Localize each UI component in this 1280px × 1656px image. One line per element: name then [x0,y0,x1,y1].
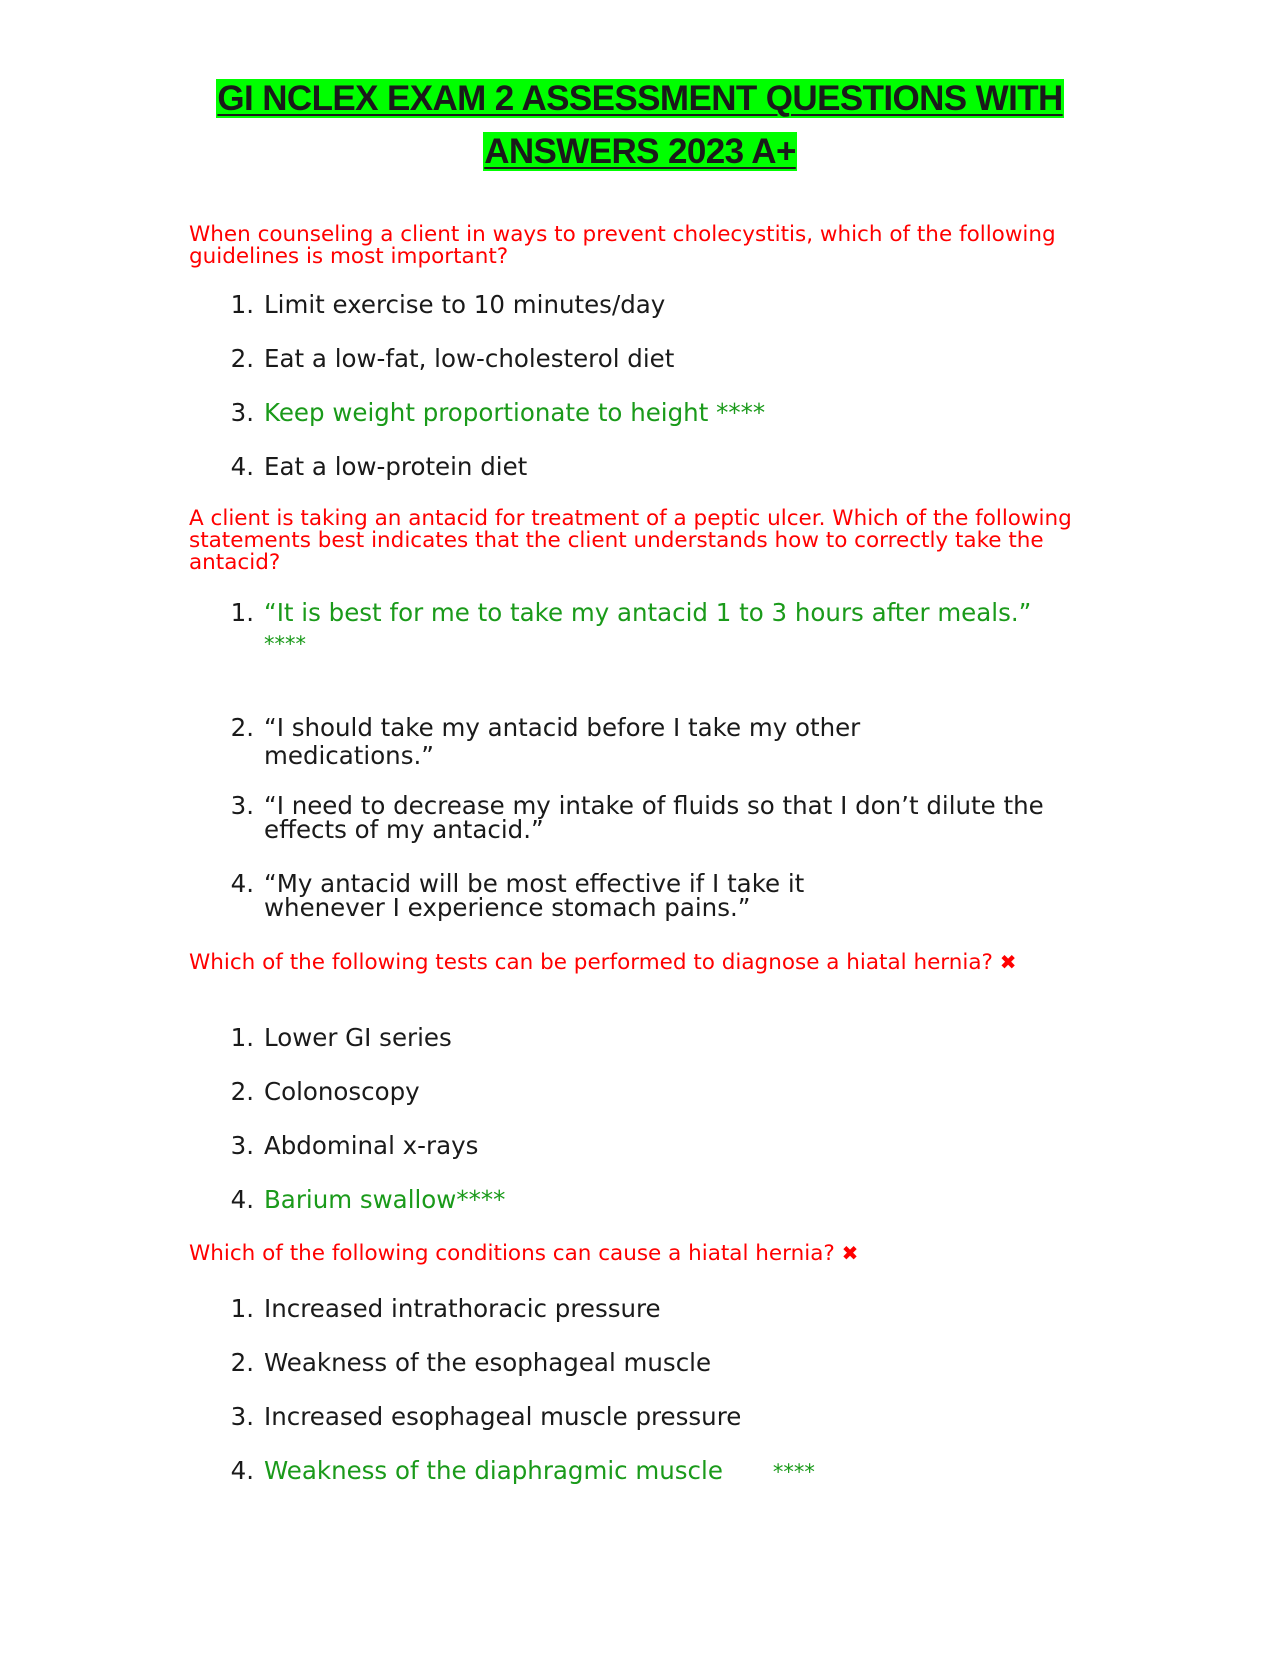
question-4: Which of the following conditions can cause a hiatal hernia? ✖ [189,1241,859,1266]
x-mark-icon: ✖ [999,950,1017,974]
question-1: When counseling a client in ways to prevent cholecystitis, which of the following guidelines is most important? [189,222,1056,269]
question-3-option-2: 2. Colonoscopy [230,1077,420,1106]
question-2-option-2: 2. “I should take my antacid before I take my other medications.” [230,713,861,770]
question-3-option-3: 3. Abdominal x-rays [230,1131,479,1160]
question-1-option-3-correct: 3. Keep weight proportionate to height **** [230,398,766,427]
question-2-option-3: 3. “I need to decrease my intake of fluids so that I don’t dilute the effects of my antacid.” [230,791,1044,844]
question-3: Which of the following tests can be performed to diagnose a hiatal hernia? ✖ [189,950,1017,975]
question-2-option-4: 4. “My antacid will be most effective if I take it whenever I experience stomach pains.” [230,869,805,922]
title-line-2: ANSWERS 2023 A+ [484,132,796,171]
question-4-option-2: 2. Weakness of the esophageal muscle [230,1348,712,1377]
question-3-option-1: 1. Lower GI series [230,1023,452,1052]
document-title [0,72,1280,178]
question-2-option-1-correct: 1. “It is best for me to take my antacid 1 to 3 hours after meals.” **** [230,598,1032,656]
title-line-1: GI NCLEX EXAM 2 ASSESSMENT QUESTIONS WITH [217,79,1063,118]
question-3-option-4-correct: 4. Barium swallow**** [230,1185,506,1214]
question-4-option-1: 1. Increased intrathoracic pressure [230,1294,661,1323]
x-mark-icon: ✖ [841,1241,859,1265]
question-1-option-2: 2. Eat a low-fat, low-cholesterol diet [230,344,675,373]
question-4-option-3: 3. Increased esophageal muscle pressure [230,1402,742,1431]
question-4-option-4-correct: 4. Weakness of the diaphragmic muscle **** [230,1456,815,1485]
question-2: A client is taking an antacid for treatment of a peptic ulcer. Which of the following statements best indicates that the client understands how to correctly take the antacid? [189,506,1072,575]
question-1-option-1: 1. Limit exercise to 10 minutes/day [230,290,666,319]
question-1-option-4: 4. Eat a low-protein diet [230,452,528,481]
